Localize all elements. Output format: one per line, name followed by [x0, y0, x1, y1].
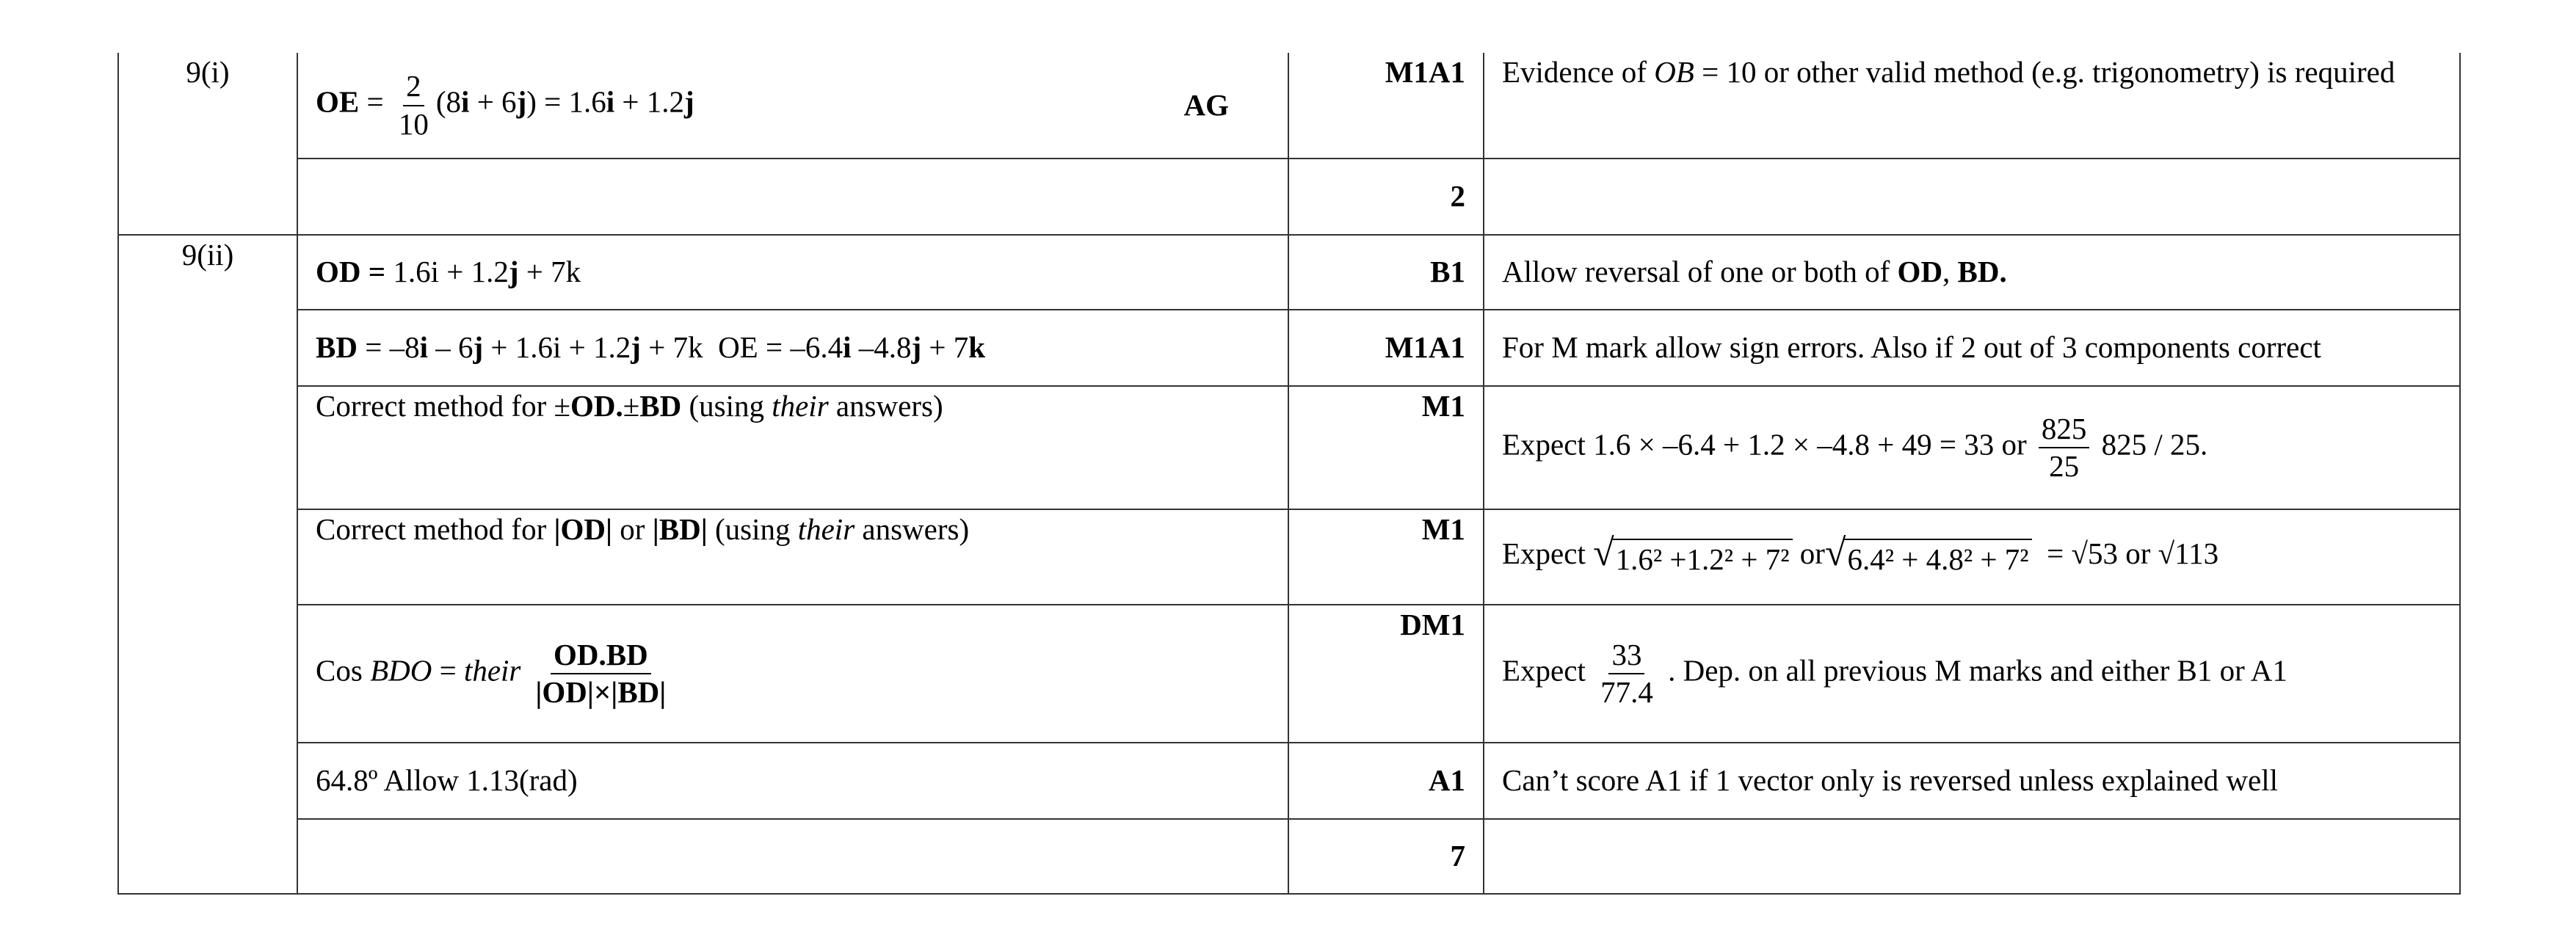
- answer-text: –4.8: [851, 330, 912, 365]
- guidance-text: or: [1792, 536, 1825, 571]
- mark-cell: M1A1: [1385, 330, 1465, 365]
- answer-text: + 1.2: [614, 84, 685, 119]
- unit-vector-k: k: [968, 330, 986, 365]
- unit-vector-i: i: [606, 84, 615, 119]
- fraction-numerator: 33: [1608, 637, 1644, 674]
- guidance-text: . Dep. on all previous M marks and either B1 or A1: [1660, 653, 2287, 688]
- fraction-numerator: 825: [2039, 411, 2090, 448]
- answer-text: =: [432, 653, 464, 688]
- answer-text: answers): [828, 389, 943, 423]
- guidance-text: Can’t score A1 if 1 vector only is reversed unless explained well: [1502, 763, 2278, 798]
- vector-label: BD: [316, 330, 358, 365]
- total-mark: 2: [1450, 179, 1465, 214]
- square-root: [1593, 534, 1792, 579]
- question-number: 9(ii): [118, 235, 297, 894]
- answer-text: ±: [623, 389, 640, 423]
- unit-vector-j: j: [508, 255, 519, 289]
- answer-cell: [297, 386, 1288, 509]
- guidance-text: Expect 1.6 × –6.4 + 1.2 × –4.8 + 49 = 33 or: [1502, 427, 2034, 462]
- fraction-denominator: 77.4: [1600, 675, 1653, 709]
- answer-text: Cos: [316, 653, 371, 688]
- guidance-text: 825 / 25.: [2094, 427, 2208, 462]
- table-row: [118, 386, 2460, 509]
- guidance-cell: [1484, 509, 2460, 605]
- answer-text: + 6: [469, 84, 517, 119]
- mark-cell: A1: [1428, 763, 1465, 798]
- guidance-cell: [1484, 605, 2460, 743]
- guidance-text: = 10 or other valid method (e.g. trigonometry) is required: [1694, 55, 2395, 89]
- guidance-text: Allow reversal of one or both of: [1502, 255, 1898, 289]
- guidance-cell: [1484, 53, 2460, 159]
- unit-vector-j: j: [516, 84, 527, 119]
- radicand: 1.6² +1.2² + 7²: [1613, 539, 1793, 579]
- vector-label: |OD|: [554, 512, 613, 546]
- table-row: [118, 310, 2460, 386]
- answer-cell: [297, 159, 1288, 235]
- guidance-bold: BD.: [1957, 255, 2007, 289]
- answer-cell: [297, 53, 1288, 159]
- answer-italic: their: [797, 512, 855, 546]
- answer-text: or: [612, 512, 653, 546]
- unit-vector-j: j: [473, 330, 484, 365]
- answer-cell: [297, 605, 1288, 743]
- fraction-denominator: |OD|×|BD|: [535, 675, 667, 709]
- answer-text: (8: [435, 84, 462, 119]
- answer-cell: [297, 235, 1288, 310]
- answer-text: + 1.6i + 1.2: [483, 330, 631, 365]
- table-row: [118, 743, 2460, 819]
- answer-text: + 7: [921, 330, 969, 365]
- unit-vector-i: i: [843, 330, 852, 365]
- fraction: [1597, 637, 1656, 710]
- guidance-cell: [1484, 235, 2460, 310]
- guidance-italic: OB: [1654, 55, 1694, 89]
- answer-cell: [297, 509, 1288, 605]
- fraction-denominator: 10: [398, 106, 429, 141]
- guidance-cell: [1484, 159, 2460, 235]
- radical-icon: √: [1593, 532, 1614, 575]
- unit-vector-i: i: [461, 84, 470, 119]
- guidance-text: ,: [1942, 255, 1958, 289]
- fraction: [396, 68, 432, 142]
- mark-scheme-table: [117, 53, 2461, 895]
- guidance-text: Evidence of: [1502, 55, 1655, 89]
- answer-cell: [297, 310, 1288, 386]
- vector-label: |BD|: [652, 512, 708, 546]
- guidance-text: Expect: [1502, 536, 1594, 571]
- answer-italic: their: [772, 389, 829, 423]
- fraction-numerator: OD.BD: [551, 637, 651, 674]
- guidance-cell: [1484, 819, 2460, 894]
- table-row: [118, 53, 2460, 159]
- guidance-cell: [1484, 386, 2460, 509]
- mark-cell: M1: [1288, 509, 1484, 605]
- table-row: [118, 605, 2460, 743]
- table-row: [118, 235, 2460, 310]
- guidance-cell: [1484, 310, 2460, 386]
- vector-label: BD: [639, 389, 682, 423]
- fraction-denominator: 25: [2049, 449, 2080, 483]
- table-row: [118, 159, 2460, 235]
- guidance-text: Expect: [1502, 653, 1594, 688]
- answer-text: (using: [707, 512, 798, 546]
- guidance-text: For M mark allow sign errors. Also if 2 out of 3 components correct: [1502, 330, 2321, 365]
- equals-text: =: [359, 84, 391, 119]
- answer-text: answers): [855, 512, 970, 546]
- answer-text: (using: [681, 389, 772, 423]
- answer-text: Correct method for: [316, 512, 554, 546]
- answer-text: 64.8º Allow 1.13(rad): [316, 763, 578, 798]
- vector-label: OE: [316, 84, 360, 119]
- total-mark: 7: [1450, 839, 1465, 873]
- vector-label: OD.: [570, 389, 623, 423]
- fraction: [532, 637, 669, 710]
- vector-label: OD =: [316, 255, 386, 289]
- guidance-cell: [1484, 743, 2460, 819]
- mark-cell: M1A1: [1288, 53, 1484, 159]
- answer-cell: [297, 819, 1288, 894]
- answer-text: – 6: [428, 330, 474, 365]
- answer-text: + 7k: [518, 255, 581, 289]
- table-row: [118, 819, 2460, 894]
- table-row: [118, 509, 2460, 605]
- answer-text: ) = 1.6: [526, 84, 606, 119]
- radical-icon: √: [1824, 532, 1846, 575]
- mark-cell: M1: [1288, 386, 1484, 509]
- square-root: [1825, 534, 2032, 579]
- answer-italic: their: [463, 653, 521, 688]
- guidance-text: = √53 or √113: [2031, 536, 2219, 571]
- guidance-bold: OD: [1897, 255, 1943, 289]
- radicand: 6.4² + 4.8² + 7²: [1844, 539, 2031, 579]
- unit-vector-j: j: [684, 84, 694, 119]
- fraction-numerator: 2: [403, 68, 424, 106]
- question-number: 9(i): [118, 53, 297, 235]
- answer-text: = –8: [357, 330, 420, 365]
- answer-given-tag: AG: [1183, 87, 1229, 122]
- answer-italic: BDO: [370, 653, 432, 688]
- answer-text: Correct method for ±: [316, 389, 570, 423]
- mark-cell: DM1: [1288, 605, 1484, 743]
- unit-vector-j: j: [911, 330, 922, 365]
- unit-vector-j: j: [631, 330, 641, 365]
- mark-cell: B1: [1430, 255, 1465, 289]
- answer-text: + 7k OE = –6.4: [640, 330, 843, 365]
- fraction: [2039, 411, 2090, 484]
- answer-text: 1.6i + 1.2: [385, 255, 509, 289]
- answer-cell: [297, 743, 1288, 819]
- unit-vector-i: i: [419, 330, 428, 365]
